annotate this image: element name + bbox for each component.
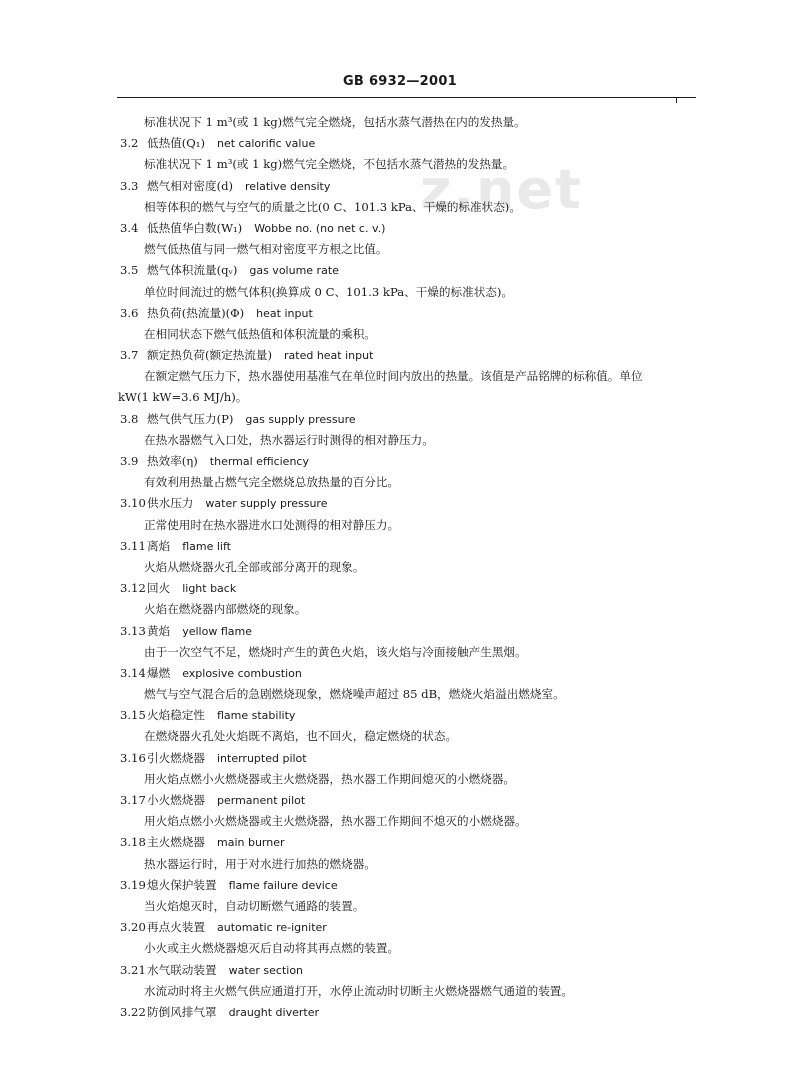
definition-line: 火焰从燃烧器火孔全部或部分离开的现象。 [144, 559, 365, 574]
definition-line: 标准状况下 1 m³(或 1 kg)燃气完全燃烧，不包括水蒸气潜热的发热量。 [144, 157, 515, 172]
term-chinese: 热效率(η) [147, 454, 198, 468]
definition-text [0, 938, 800, 959]
definition-text [0, 599, 800, 620]
definition-text [0, 896, 800, 917]
term-english: main burner [216, 836, 285, 850]
clause-number: 3.20 [120, 920, 146, 935]
clause-number: 3.5 [120, 263, 139, 278]
definition-text [0, 239, 800, 260]
term-chinese: 引火燃烧器 [147, 750, 205, 765]
clause-number: 3.13 [120, 623, 146, 638]
definition-line: 燃气低热值与同一燃气相对密度平方根之比值。 [144, 242, 388, 257]
definition-text [0, 197, 800, 218]
term-text [147, 218, 385, 239]
term-english: Wobbe no. (no net c. v.) [254, 221, 386, 235]
term-chinese: 燃气相对密度(d) [147, 178, 234, 193]
definition-line: 由于一次空气不足，燃烧时产生的黄色火焰，该火焰与冷面接触产生黑烟。 [144, 644, 527, 659]
definition-text [0, 684, 800, 705]
term-english: permanent pilot [216, 794, 306, 807]
clause-number: 3.19 [120, 877, 146, 892]
term-english: relative density [245, 179, 331, 193]
term-chinese: 小火燃烧器 [147, 793, 205, 807]
clause-number: 3.6 [120, 305, 139, 320]
definition-text [0, 854, 800, 875]
term-english: gas supply pressure [245, 412, 356, 426]
term-english: flame lift [182, 539, 231, 553]
clause-number: 3.14 [120, 665, 146, 680]
term-english: heat input [256, 306, 313, 320]
term-text [147, 621, 252, 642]
term-heading [0, 345, 800, 366]
term-chinese: 热负荷(热流量)(Φ) [147, 305, 245, 320]
definition-line: 在相同状态下燃气低热值和体积流量的乘积。 [144, 326, 376, 341]
term-chinese: 黄焰 [147, 623, 171, 638]
definition-text [0, 515, 800, 536]
definition-line: 有效利用热量占燃气完全燃烧总放热量的百分比。 [144, 475, 400, 490]
definition-line: 在燃烧器火孔处火焰既不离焰，也不回火，稳定燃烧的状态。 [144, 729, 458, 744]
term-chinese: 燃气供气压力(P) [147, 411, 234, 426]
term-heading [0, 705, 800, 726]
term-text [147, 960, 303, 981]
header-rule-tick [676, 97, 677, 103]
watermark: z.net [420, 158, 583, 221]
definition-line: 在额定燃气压力下，热水器使用基准气在单位时间内放出的热量。该值是产品铭牌的标称值。单位 [144, 369, 643, 384]
term-text [147, 663, 302, 684]
term-text [147, 133, 315, 154]
clause-number: 3.8 [120, 411, 139, 426]
clause-number: 3.17 [120, 793, 146, 807]
term-heading [0, 176, 800, 197]
definition-text [0, 282, 800, 303]
term-heading [0, 409, 800, 430]
term-heading [0, 832, 800, 853]
definition-text [0, 557, 800, 578]
term-english: water section [228, 963, 304, 977]
term-chinese: 防倒风排气罩 [147, 1004, 217, 1019]
term-text [147, 875, 338, 896]
term-english: explosive combustion [182, 666, 302, 680]
term-english: net calorific value [216, 137, 316, 151]
term-text [147, 176, 330, 197]
term-text [147, 832, 285, 853]
term-heading [0, 133, 800, 154]
term-heading [0, 451, 800, 472]
term-chinese: 低热值(Q₁) [147, 136, 205, 151]
term-chinese: 再点火装置 [147, 920, 205, 935]
term-english: flame stability [216, 709, 296, 723]
term-english: water supply pressure [205, 497, 328, 511]
standard-number-header: GB 6932—2001 [342, 74, 458, 89]
term-english: gas volume rate [249, 264, 339, 278]
definition-line: 燃气与空气混合后的急剧燃烧现象，燃烧噪声超过 85 dB，燃烧火焰溢出燃烧室。 [144, 687, 565, 702]
clause-number: 3.9 [120, 454, 139, 468]
definition-continuation [0, 387, 800, 408]
definition-line: 正常使用时在热水器进水口处测得的相对静压力。 [144, 517, 400, 532]
definition-line: 火焰在燃烧器内部燃烧的现象。 [144, 602, 307, 617]
clause-number: 3.4 [120, 220, 139, 235]
definition-line: 标准状况下 1 m³(或 1 kg)燃气完全燃烧，包括水蒸气潜热在内的发热量。 [144, 115, 526, 129]
term-english: automatic re-igniter [216, 921, 327, 935]
definition-text [0, 472, 800, 493]
term-text [147, 345, 373, 366]
term-chinese: 熄火保护装置 [147, 877, 217, 892]
definition-text [0, 726, 800, 747]
term-english: yellow flame [182, 624, 252, 638]
term-text [147, 1002, 319, 1023]
term-heading [0, 260, 800, 281]
term-heading [0, 536, 800, 557]
definition-line: 用火焰点燃小火燃烧器或主火燃烧器，热水器工作期间熄灭的小燃烧器。 [144, 771, 516, 786]
term-heading [0, 748, 800, 769]
definition-line: kW(1 kW=3.6 MJ/h)。 [118, 390, 248, 405]
definitions-body [0, 112, 800, 1023]
clause-number: 3.11 [120, 538, 146, 553]
clause-number: 3.22 [120, 1004, 146, 1019]
term-heading [0, 663, 800, 684]
definition-text [0, 324, 800, 345]
term-english: light back [182, 582, 237, 596]
term-heading [0, 960, 800, 981]
term-heading [0, 303, 800, 324]
definition-text [0, 811, 800, 832]
term-text [147, 303, 313, 324]
clause-number: 3.3 [120, 178, 139, 193]
definition-text [0, 112, 800, 133]
definition-text [0, 430, 800, 451]
term-heading [0, 493, 800, 514]
term-chinese: 爆燃 [147, 665, 171, 680]
definition-text [0, 642, 800, 663]
term-chinese: 燃气体积流量(qᵥ) [147, 263, 238, 278]
term-chinese: 主火燃烧器 [147, 835, 205, 850]
definition-line: 单位时间流过的燃气体积(换算成 0 C、101.3 kPa、干燥的标准状态)。 [144, 284, 514, 299]
definition-line: 热水器运行时，用于对水进行加热的燃烧器。 [144, 856, 376, 871]
clause-number: 3.18 [120, 835, 146, 850]
clause-number: 3.12 [120, 581, 146, 596]
term-text [147, 260, 339, 281]
term-heading [0, 875, 800, 896]
term-english: thermal efficiency [209, 455, 309, 468]
term-text [147, 578, 236, 599]
definition-text [0, 154, 800, 175]
term-text [147, 705, 295, 726]
term-chinese: 供水压力 [147, 496, 194, 511]
term-english: flame failure device [228, 878, 338, 892]
definition-line: 当火焰熄灭时，自动切断燃气通路的装置。 [144, 898, 365, 913]
term-chinese: 火焰稳定性 [147, 708, 205, 723]
definition-text [0, 769, 800, 790]
definition-line: 用火焰点燃小火燃烧器或主火燃烧器，热水器工作期间不熄灭的小燃烧器。 [144, 814, 527, 829]
term-english: rated heat input [284, 349, 374, 363]
term-text [147, 790, 305, 811]
clause-number: 3.16 [120, 750, 146, 765]
clause-number: 3.15 [120, 708, 146, 723]
clause-number: 3.7 [120, 348, 139, 363]
term-heading [0, 1002, 800, 1023]
header-rule [117, 97, 696, 98]
term-text [147, 409, 356, 430]
term-chinese: 回火 [147, 581, 171, 596]
term-heading [0, 218, 800, 239]
term-english: interrupted pilot [216, 751, 307, 765]
clause-number: 3.2 [120, 136, 139, 151]
term-chinese: 离焰 [147, 538, 171, 553]
term-chinese: 水气联动装置 [147, 962, 217, 977]
term-heading [0, 790, 800, 811]
term-english: draught diverter [228, 1005, 320, 1019]
term-heading [0, 621, 800, 642]
definition-line: 小火或主火燃烧器熄灭后自动将其再点燃的装置。 [144, 941, 400, 956]
term-heading [0, 578, 800, 599]
term-text [147, 451, 309, 472]
term-chinese: 低热值华白数(W₁) [147, 220, 243, 235]
definition-text [0, 981, 800, 1002]
definition-line: 在热水器燃气入口处，热水器运行时测得的相对静压力。 [144, 432, 434, 447]
term-text [147, 917, 327, 938]
term-heading [0, 917, 800, 938]
clause-number: 3.21 [120, 962, 146, 977]
clause-number: 3.10 [120, 496, 146, 511]
term-text [147, 536, 231, 557]
term-text [147, 748, 307, 769]
term-chinese: 额定热负荷(额定热流量) [147, 348, 272, 363]
definition-text [0, 366, 800, 387]
term-text [147, 493, 327, 514]
definition-line: 相等体积的燃气与空气的质量之比(0 C、101.3 kPa、干燥的标准状态)。 [144, 199, 521, 214]
definition-line: 水流动时将主火燃气供应通道打开，水停止流动时切断主火燃烧器燃气通道的装置。 [144, 983, 573, 998]
